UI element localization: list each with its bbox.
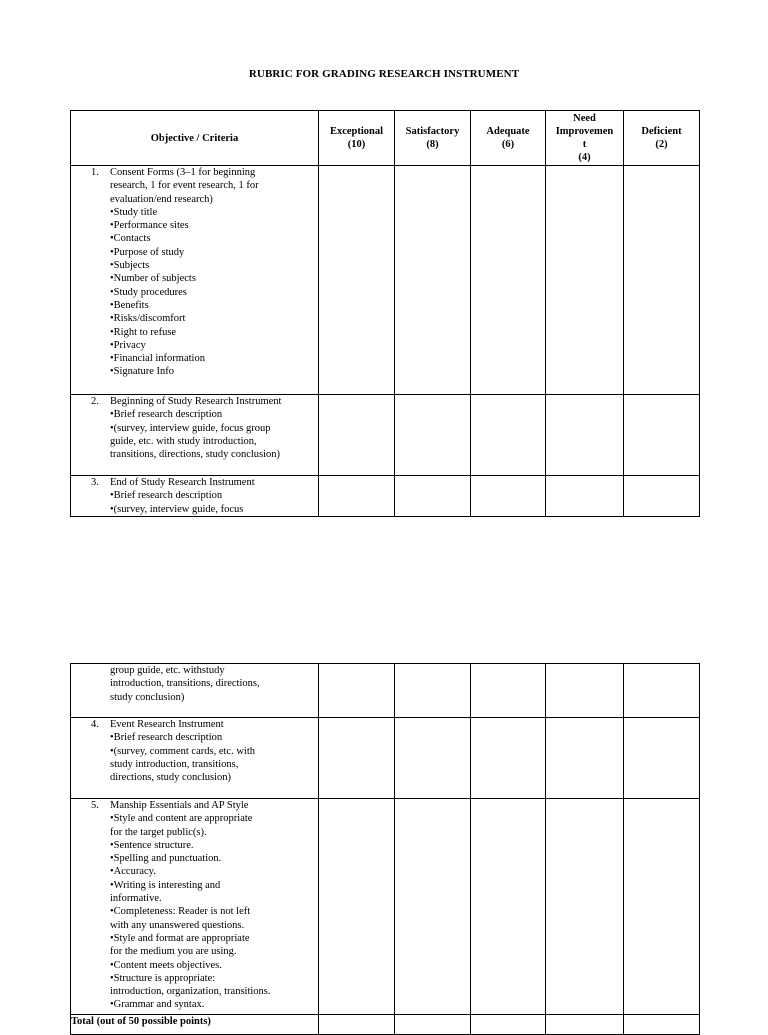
score-cell [624,166,700,395]
criteria-line: •Style and content are appropriate [110,813,253,825]
score-cell [319,664,395,718]
score-cell [319,799,395,1015]
criteria-line: •Right to refuse [110,326,177,338]
criteria-line: •Spelling and punctuation. [110,853,222,865]
criteria-line: introduction, transitions, directions, [110,678,260,690]
table-row [71,718,700,799]
criteria-line: •Study procedures [110,286,187,298]
table-row [71,395,700,476]
item-number: 4. [91,719,99,730]
item-number: 3. [91,477,99,488]
adequate-header: Adequate (6) [471,111,546,166]
criteria-line: informative. [110,893,162,905]
criteria-line: •Brief research description [110,490,223,502]
criteria-line: •Performance sites [110,220,189,232]
score-cell [624,664,700,718]
score-cell [546,1015,624,1035]
rubric-table-top [70,110,700,517]
criteria-line: •Brief research description [110,409,223,421]
criteria-line: •Sentence structure. [110,839,194,851]
exceptional-header: Exceptional (10) [319,111,395,166]
criteria-line: •Content meets objectives. [110,959,222,971]
criteria-text [110,799,314,1012]
score-cell [319,166,395,395]
score-cell [395,718,471,799]
criteria-line: End of Study Research Instrument [110,477,255,488]
score-cell [319,1015,395,1035]
criteria-text [110,476,314,516]
criteria-cell [71,476,319,517]
criteria-line: •Completeness: Reader is not left [110,906,251,918]
score-cell [546,476,624,517]
score-cell [546,799,624,1015]
score-cell [319,718,395,799]
score-cell [395,395,471,476]
item-number: 1. [91,167,99,178]
score-cell [395,1015,471,1035]
need-improvement-header: Need Improvemen t (4) [546,111,624,166]
item-number: 2. [91,396,99,407]
criteria-line: •Subjects [110,260,150,272]
criteria-cell [71,799,319,1015]
criteria-line: •Financial information [110,353,205,365]
score-cell [471,395,546,476]
criteria-line: •Benefits [110,299,149,311]
rubric-table-bottom [70,663,700,1035]
score-cell [471,718,546,799]
criteria-line: study conclusion) [110,691,185,703]
criteria-line: •Grammar and syntax. [110,999,205,1011]
score-cell [624,476,700,517]
criteria-line: •Signature Info [110,366,175,378]
criteria-line: introduction, organization, transitions. [110,986,271,998]
criteria-line: •Privacy [110,339,146,351]
criteria-line: •Study title [110,206,158,218]
criteria-line: •Structure is appropriate: [110,972,216,984]
criteria-line: Beginning of Study Research Instrument [110,396,282,407]
criteria-line: research, 1 for event research, 1 for [110,180,259,192]
criteria-line: evaluation/end research) [110,193,213,205]
criteria-line: •(survey, comment cards, etc. with [110,745,255,757]
criteria-line: group guide, etc. withstudy [110,665,225,676]
criteria-line: directions, study conclusion) [110,772,232,784]
score-cell [471,664,546,718]
score-cell [546,718,624,799]
criteria-line: •(survey, interview guide, focus group [110,422,271,434]
document-title: RUBRIC FOR GRADING RESEARCH INSTRUMENT [248,68,520,80]
criteria-line: with any unanswered questions. [110,919,245,931]
criteria-line: guide, etc. with study introduction, [110,435,257,447]
score-cell [395,664,471,718]
score-cell [624,799,700,1015]
score-cell [471,476,546,517]
criteria-cell [71,718,319,799]
score-cell [395,799,471,1015]
criteria-cell [71,664,319,718]
criteria-line: Event Research Instrument [110,719,224,730]
satisfactory-header: Satisfactory (8) [395,111,471,166]
score-cell [546,664,624,718]
total-row [71,1015,700,1035]
criteria-line: •Style and format are appropriate [110,932,250,944]
criteria-line: •Brief research description [110,732,223,744]
criteria-line: Manship Essentials and AP Style [110,800,249,811]
criteria-cell [71,166,319,395]
table-row [71,476,700,517]
criteria-line: •Risks/discomfort [110,313,186,325]
item-number: 5. [91,800,99,811]
score-cell [624,1015,700,1035]
criteria-line: •Accuracy. [110,866,156,878]
table-row [71,166,700,395]
score-cell [471,1015,546,1035]
score-cell [471,799,546,1015]
criteria-line: for the medium you are using. [110,946,237,958]
criteria-cell [71,395,319,476]
total-label: Total (out of 50 possible points) [71,1015,319,1035]
criteria-text [110,166,314,379]
criteria-line: •Number of subjects [110,273,196,285]
score-cell [546,395,624,476]
deficient-header: Deficient (2) [624,111,700,166]
criteria-line: •Purpose of study [110,246,185,258]
score-cell [319,476,395,517]
criteria-text [110,718,314,784]
criteria-header: Objective / Criteria [71,111,319,166]
table-row [71,664,700,718]
criteria-text [110,395,314,461]
criteria-line: study introduction, transitions, [110,758,239,770]
criteria-line: •Contacts [110,233,151,245]
header-row [71,111,700,166]
score-cell [319,395,395,476]
score-cell [546,166,624,395]
score-cell [395,166,471,395]
score-cell [624,718,700,799]
criteria-line: •Writing is interesting and [110,879,221,891]
criteria-line: Consent Forms (3–1 for beginning [110,167,256,178]
score-cell [395,476,471,517]
criteria-line: transitions, directions, study conclusion) [110,449,281,461]
criteria-line: •(survey, interview guide, focus [110,503,244,515]
score-cell [624,395,700,476]
table-row [71,799,700,1015]
criteria-line: for the target public(s). [110,826,207,838]
criteria-text [71,664,318,704]
score-cell [471,166,546,395]
